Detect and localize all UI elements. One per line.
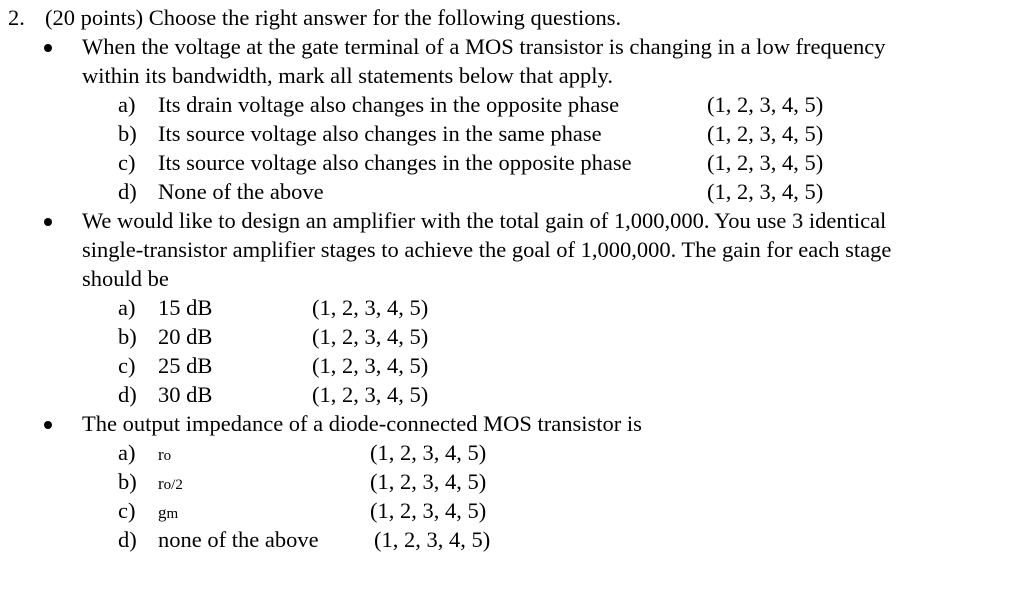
question-number: 2. bbox=[8, 5, 25, 30]
bullet-icon bbox=[44, 44, 52, 52]
item-prompt bbox=[82, 33, 997, 91]
option-choices[interactable]: (1, 2, 3, 4, 5) bbox=[370, 440, 487, 465]
option-letter: a) bbox=[118, 440, 136, 465]
option-text: 20 dB bbox=[158, 324, 213, 349]
option-choices[interactable]: (1, 2, 3, 4, 5) bbox=[370, 469, 487, 494]
option-c bbox=[0, 149, 1013, 178]
option-choices[interactable]: (1, 2, 3, 4, 5) bbox=[312, 353, 429, 378]
option-choices[interactable]: (1, 2, 3, 4, 5) bbox=[707, 179, 824, 204]
option-text: 15 dB bbox=[158, 295, 213, 320]
option-symbol bbox=[158, 468, 183, 500]
option-d bbox=[0, 381, 1013, 410]
option-symbol bbox=[158, 439, 171, 471]
option-choices[interactable]: (1, 2, 3, 4, 5) bbox=[707, 92, 824, 117]
option-b bbox=[0, 468, 1013, 497]
bullet-icon bbox=[44, 421, 52, 429]
item-prompt bbox=[82, 207, 997, 294]
option-letter: b) bbox=[118, 469, 137, 494]
option-choices[interactable]: (1, 2, 3, 4, 5) bbox=[374, 527, 491, 552]
option-letter: b) bbox=[118, 324, 137, 349]
prompt-line: We would like to design an amplifier with the total gain of 1,000,000. You use 3 identical bbox=[82, 208, 887, 233]
option-text: 30 dB bbox=[158, 382, 213, 407]
bullet-icon bbox=[44, 218, 52, 226]
symbol-base: g bbox=[158, 503, 167, 522]
question-header bbox=[0, 4, 1013, 33]
option-d bbox=[0, 178, 1013, 207]
option-choices[interactable]: (1, 2, 3, 4, 5) bbox=[312, 295, 429, 320]
symbol-base: r bbox=[158, 474, 164, 493]
prompt-line: single-transistor amplifier stages to achieve the goal of 1,000,000. The gain for each stage bbox=[82, 237, 892, 262]
option-text: none of the above bbox=[158, 527, 319, 552]
option-a bbox=[0, 294, 1013, 323]
question-title: (20 points) Choose the right answer for the following questions. bbox=[45, 5, 622, 30]
option-a bbox=[0, 439, 1013, 468]
symbol-subscript: o/2 bbox=[163, 477, 183, 493]
option-letter: c) bbox=[118, 353, 136, 378]
option-text: Its drain voltage also changes in the opposite phase bbox=[158, 92, 620, 117]
prompt-line: When the voltage at the gate terminal of a MOS transistor is changing in a low frequency bbox=[82, 34, 886, 59]
option-text: 25 dB bbox=[158, 353, 213, 378]
symbol-subscript: m bbox=[166, 506, 179, 522]
option-choices[interactable]: (1, 2, 3, 4, 5) bbox=[312, 324, 429, 349]
option-choices[interactable]: (1, 2, 3, 4, 5) bbox=[707, 121, 824, 146]
option-text: None of the above bbox=[158, 179, 324, 204]
option-letter: d) bbox=[118, 527, 137, 552]
question-page bbox=[0, 4, 1013, 555]
option-d bbox=[0, 526, 1013, 555]
symbol-subscript: o bbox=[163, 448, 172, 464]
option-b bbox=[0, 120, 1013, 149]
question-item-3 bbox=[0, 410, 1013, 555]
prompt-line: should be bbox=[82, 266, 169, 291]
question-item-2 bbox=[0, 207, 1013, 410]
option-choices[interactable]: (1, 2, 3, 4, 5) bbox=[707, 150, 824, 175]
option-letter: a) bbox=[118, 295, 136, 320]
option-text: Its source voltage also changes in the same phase bbox=[158, 121, 602, 146]
option-letter: d) bbox=[118, 179, 137, 204]
option-c bbox=[0, 352, 1013, 381]
option-choices[interactable]: (1, 2, 3, 4, 5) bbox=[370, 498, 487, 523]
question-item-1 bbox=[0, 33, 1013, 207]
option-text: Its source voltage also changes in the opposite phase bbox=[158, 150, 632, 175]
item-prompt bbox=[82, 410, 997, 439]
option-choices[interactable]: (1, 2, 3, 4, 5) bbox=[312, 382, 429, 407]
option-symbol bbox=[158, 497, 178, 529]
option-letter: c) bbox=[118, 150, 136, 175]
option-c bbox=[0, 497, 1013, 526]
option-letter: c) bbox=[118, 498, 136, 523]
option-letter: b) bbox=[118, 121, 137, 146]
prompt-line: within its bandwidth, mark all statements below that apply. bbox=[82, 63, 613, 88]
option-letter: d) bbox=[118, 382, 137, 407]
symbol-base: r bbox=[158, 445, 164, 464]
prompt-line: The output impedance of a diode-connected MOS transistor is bbox=[82, 411, 642, 436]
option-a bbox=[0, 91, 1013, 120]
option-letter: a) bbox=[118, 92, 136, 117]
option-b bbox=[0, 323, 1013, 352]
